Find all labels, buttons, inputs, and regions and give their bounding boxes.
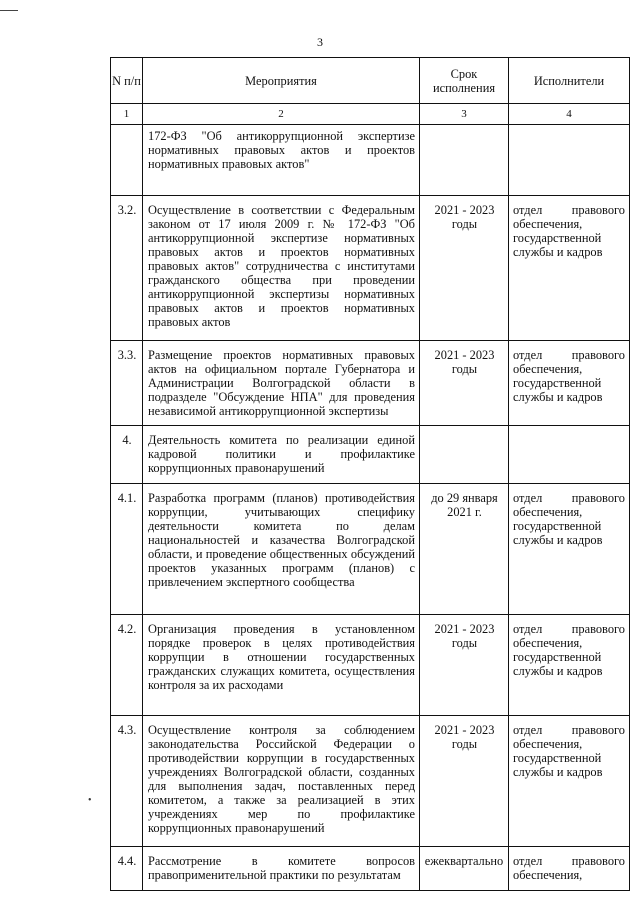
header-executors: Исполнители — [509, 58, 630, 104]
row-term: 2021 - 2023 годы — [420, 615, 509, 716]
row-term — [420, 125, 509, 196]
row-executors — [509, 426, 630, 484]
page-number: 3 — [317, 35, 323, 49]
row-term: 2021 - 2023 годы — [420, 716, 509, 847]
row-measure: Организация проведения в установленном порядке проверок в целях противодействия коррупции в отношении государственных гражданских служащих комитета, осуществления контроля за их расходами — [143, 615, 420, 716]
table-row — [111, 615, 630, 716]
row-measure: Деятельность комитета по реализации единой кадровой политики и профилактике коррупционных правонарушений — [143, 426, 420, 484]
row-executors: отдел правового обеспечения, государственной службы и кадров — [509, 716, 630, 847]
column-index: 1 — [111, 104, 143, 125]
table-row — [111, 484, 630, 615]
table-row — [111, 847, 630, 891]
table-row — [111, 426, 630, 484]
row-measure: Рассмотрение в комитете вопросов правоприменительной практики по результатам — [143, 847, 420, 891]
row-measure: Разработка программ (планов) противодействия коррупции, учитывающих специфику деятельности комитета по делам национальностей и казачества Волгоградской области, и проведение общественных обсуждений проектов указанных программ (планов) с привлечением экспертного сообщества — [143, 484, 420, 615]
column-index-row — [111, 104, 630, 125]
table-row — [111, 196, 630, 341]
header-num: N п/п — [111, 58, 143, 104]
row-measure: Осуществление контроля за соблюдением законодательства Российской Федерации о противодействии коррупции в государственных учреждениях Волгоградской области, созданных для выполнения задач, поставленных перед комитетом, а также за реализацией в этих учреждениях мер по профилактике коррупционных правонарушений — [143, 716, 420, 847]
measures-table — [110, 57, 630, 891]
table-header-row — [111, 58, 630, 104]
header-measure: Мероприятия — [143, 58, 420, 104]
row-term: 2021 - 2023 годы — [420, 196, 509, 341]
row-num: 3.3. — [111, 341, 143, 426]
column-index: 4 — [509, 104, 630, 125]
row-term: 2021 - 2023 годы — [420, 341, 509, 426]
row-term: до 29 января 2021 г. — [420, 484, 509, 615]
row-term — [420, 426, 509, 484]
page-edge-mark — [0, 10, 18, 11]
row-measure: Размещение проектов нормативных правовых актов на официальном портале Губернатора и Администрации Волгоградской области в подразделе "Обсуждение НПА" для проведения независимой антикоррупционной экспертизы — [143, 341, 420, 426]
row-term: ежеквартально — [420, 847, 509, 891]
row-measure: 172-ФЗ "Об антикоррупционной экспертизе нормативных правовых актов и проектов нормативных правовых актов" — [143, 125, 420, 196]
table-row — [111, 125, 630, 196]
row-executors: отдел правового обеспечения, государственной службы и кадров — [509, 484, 630, 615]
scan-speck: • — [88, 795, 92, 806]
table-row — [111, 341, 630, 426]
column-index: 3 — [420, 104, 509, 125]
row-executors: отдел правового обеспечения, государственной службы и кадров — [509, 341, 630, 426]
row-executors — [509, 125, 630, 196]
column-index: 2 — [143, 104, 420, 125]
row-num: 4.1. — [111, 484, 143, 615]
row-num: 4.4. — [111, 847, 143, 891]
row-measure: Осуществление в соответствии с Федеральным законом от 17 июля 2009 г. № 172-ФЗ "Об антикоррупционной экспертизе нормативных правовых актов и проектов нормативных правовых актов" сотрудничества с институтами гражданского общества при проведении антикоррупционной экспертизы нормативных правовых актов и проектов нормативных правовых актов — [143, 196, 420, 341]
row-num: 4.3. — [111, 716, 143, 847]
row-executors: отдел правового обеспечения, государственной службы и кадров — [509, 615, 630, 716]
header-term: Срок исполнения — [420, 58, 509, 104]
row-num: 4.2. — [111, 615, 143, 716]
row-num — [111, 125, 143, 196]
row-executors: отдел правового обеспечения, — [509, 847, 630, 891]
row-num: 4. — [111, 426, 143, 484]
table-row — [111, 716, 630, 847]
row-executors: отдел правового обеспечения, государственной службы и кадров — [509, 196, 630, 341]
row-num: 3.2. — [111, 196, 143, 341]
